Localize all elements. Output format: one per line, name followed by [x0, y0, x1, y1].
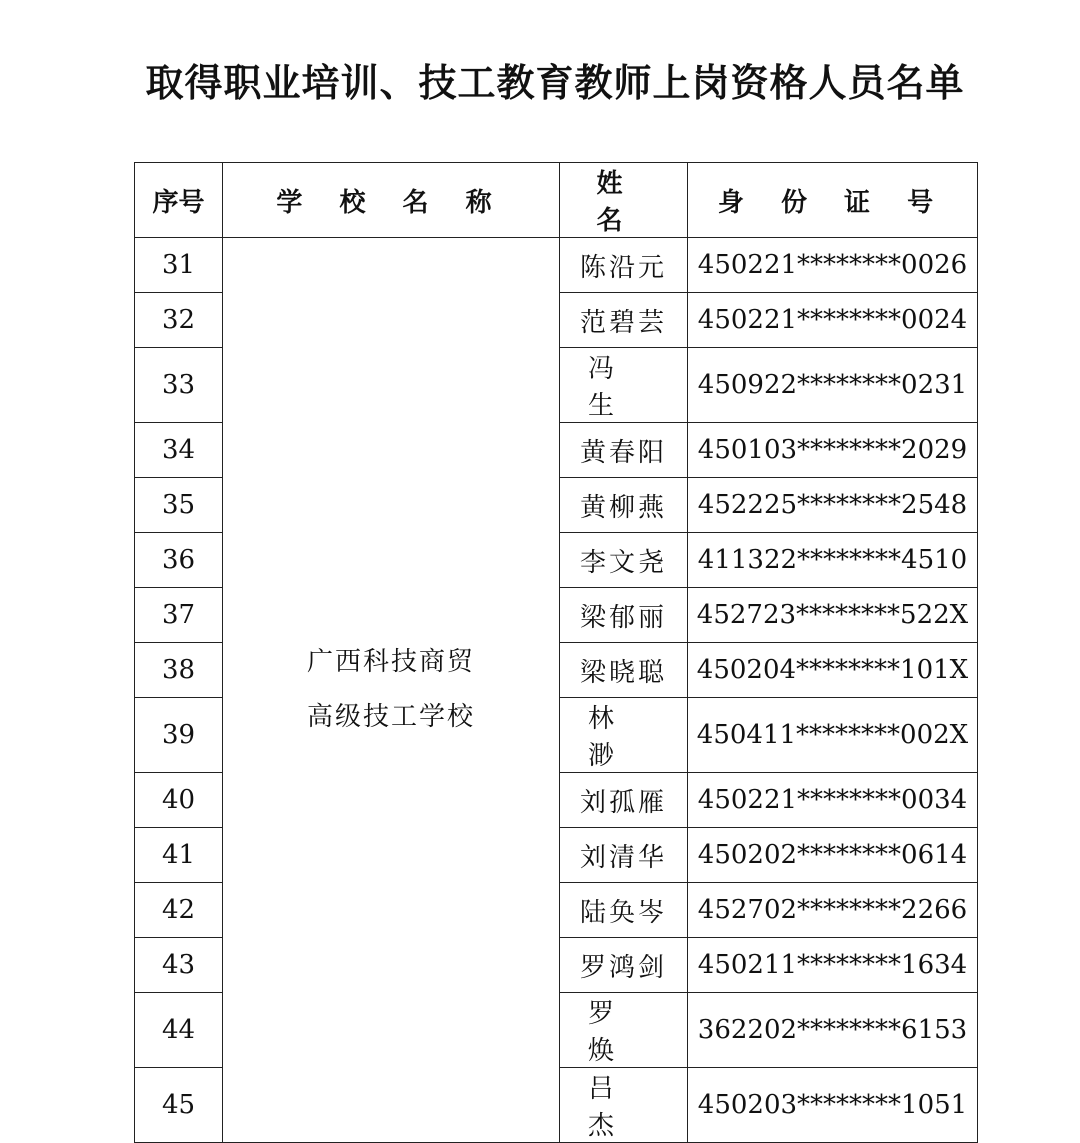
personnel-table	[134, 162, 978, 1143]
row-name: 陈沿元	[560, 238, 688, 293]
row-id-number: 450103********2029	[688, 423, 978, 478]
row-name: 罗鸿剑	[560, 938, 688, 993]
row-name: 黄柳燕	[560, 478, 688, 533]
row-id-number: 450204********101X	[688, 643, 978, 698]
row-id-number: 450202********0614	[688, 828, 978, 883]
row-seq: 34	[135, 423, 223, 478]
row-id-number: 450211********1634	[688, 938, 978, 993]
row-id-number: 450203********1051	[688, 1068, 978, 1143]
row-seq: 44	[135, 993, 223, 1068]
row-seq: 31	[135, 238, 223, 293]
row-seq: 37	[135, 588, 223, 643]
row-seq: 42	[135, 883, 223, 938]
header-name: 姓 名	[560, 163, 688, 238]
row-name: 冯生	[560, 348, 688, 423]
header-school: 学 校 名 称	[223, 163, 560, 238]
row-name: 李文尧	[560, 533, 688, 588]
row-seq: 40	[135, 773, 223, 828]
school-name-line-1: 广西科技商贸	[306, 647, 475, 677]
school-name-cell	[223, 238, 560, 1143]
row-id-number: 450922********0231	[688, 348, 978, 423]
row-seq: 32	[135, 293, 223, 348]
row-seq: 33	[135, 348, 223, 423]
row-name: 陆奂岑	[560, 883, 688, 938]
row-name: 梁郁丽	[560, 588, 688, 643]
row-name: 刘清华	[560, 828, 688, 883]
row-name: 黄春阳	[560, 423, 688, 478]
row-id-number: 411322********4510	[688, 533, 978, 588]
row-name: 吕杰	[560, 1068, 688, 1143]
header-id: 身 份 证 号	[688, 163, 978, 238]
row-id-number: 450221********0034	[688, 773, 978, 828]
table-row	[135, 238, 978, 293]
row-id-number: 450221********0026	[688, 238, 978, 293]
row-seq: 38	[135, 643, 223, 698]
row-seq: 41	[135, 828, 223, 883]
row-name: 罗焕	[560, 993, 688, 1068]
row-seq: 39	[135, 698, 223, 773]
row-id-number: 450411********002X	[688, 698, 978, 773]
header-seq: 序号	[135, 163, 223, 238]
row-id-number: 452225********2548	[688, 478, 978, 533]
page-title: 取得职业培训、技工教育教师上岗资格人员名单	[145, 61, 965, 105]
row-name: 梁晓聪	[560, 643, 688, 698]
row-id-number: 452723********522X	[688, 588, 978, 643]
row-name: 林渺	[560, 698, 688, 773]
school-name-line-2: 高级技工学校	[306, 702, 475, 732]
row-seq: 43	[135, 938, 223, 993]
row-name: 刘孤雁	[560, 773, 688, 828]
row-id-number: 452702********2266	[688, 883, 978, 938]
row-seq: 36	[135, 533, 223, 588]
row-id-number: 362202********6153	[688, 993, 978, 1068]
row-seq: 35	[135, 478, 223, 533]
row-id-number: 450221********0024	[688, 293, 978, 348]
table-header-row	[135, 163, 978, 238]
row-name: 范碧芸	[560, 293, 688, 348]
row-seq: 45	[135, 1068, 223, 1143]
